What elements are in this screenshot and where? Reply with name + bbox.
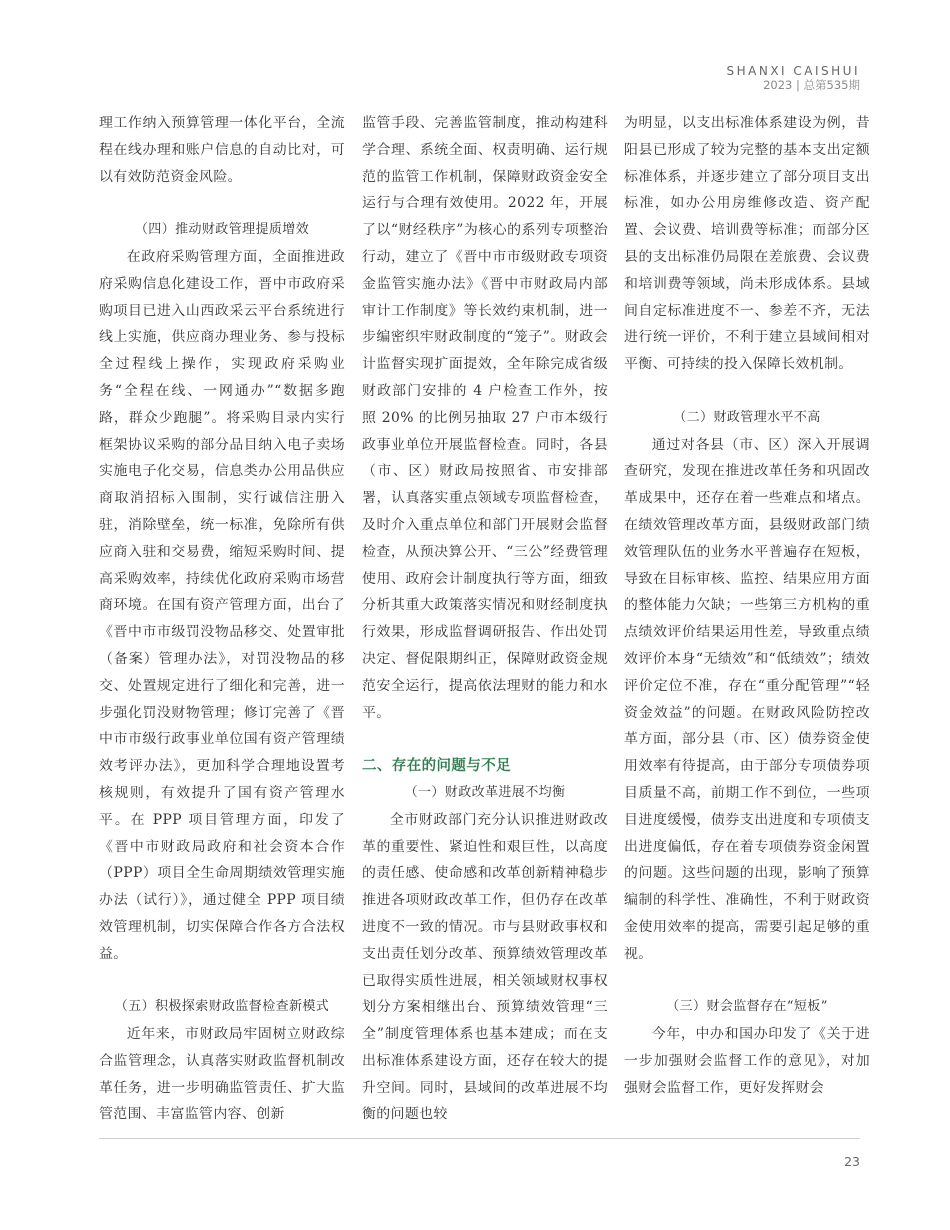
paragraph: 近年来，市财政局牢固树立财政综合监管理念，认真落实财政监督机制改革任务，进一步明确监管责任、扩大监管范围、丰富监管内容、创新 <box>99 1026 345 1123</box>
running-header <box>727 64 861 92</box>
paragraph: 理工作纳入预算管理一体化平台，全流程在线办理和账户信息的自动比对，可以有效防范资金风险。 <box>99 115 345 185</box>
subheading: （一）财政改革进展不均衡 <box>404 784 566 800</box>
column-left <box>99 110 345 1128</box>
paragraph: 通过对各县（市、区）深入开展调查研究，发现在推进改革任务和巩固改革成果中，还存在着一些难点和堵点。在绩效管理改革方面，县级财政部门绩效管理队伍的业务水平普遍存在短板，导致在目标审核、监控、结果应用方面的整体能力欠缺；一些第三方机构的重点绩效评价结果运用性差，导致重点绩效评价本身“无绩效”和“低绩效”；绩效评价定位不准，存在“重分配管理”“轻资金效益”的问题。在财政风险防控改革方面，部分县（市、区）债券资金使用效率有待提高，由于部分专项债券项目质量不高，前期工作不到位，一些项目进度缓慢，债券支出进度和专项债支出进度偏低，存在着专项债券资金闲置的问题。这些问题的出现，影响了预算编制的科学性、准确性，不利于财政资金使用效率的提高，需要引起足够的重视。 <box>624 436 870 962</box>
magazine-brand: SHANXI CAISHUI <box>726 64 860 78</box>
subheading: （五）积极探索财政监督检查新模式 <box>114 999 330 1015</box>
column-middle <box>362 110 608 1128</box>
section-heading: 二、存在的问题与不足 <box>362 758 511 775</box>
subheading: （三）财会监督存在“短板” <box>666 999 828 1015</box>
column-right <box>624 110 870 1101</box>
subheading: （二）财政管理水平不高 <box>673 409 821 425</box>
page-number: 23 <box>844 1154 860 1169</box>
paragraph: 今年，中办和国办印发了《关于进一步加强财会监督工作的意见》，对加强财会监督工作，更好发挥财会 <box>624 1026 870 1096</box>
paragraph: 全市财政部门充分认识推进财政改革的重要性、紧迫性和艰巨性，以高度的责任感、使命感和改革创新精神稳步推进各项财政改革工作，但仍存在改革进度不一致的情况。市与县财政事权和支出责任划分改革、预算绩效管理改革已取得实质性进展，相关领域财权事权划分方案相继出台、预算绩效管理“三全”制度管理体系也基本建成；而在支出标准体系建设方面，还存在较大的提升空间。同时，县域间的改革进展不均衡的问题也较 <box>362 811 608 1123</box>
paragraph: 监管手段、完善监管制度，推动构建科学合理、系统全面、权责明确、运行规范的监管工作机制，保障财政资金安全运行与合理有效使用。2022 年，开展了以“财经秩序”为核心的系列专项整治行动，建立了《晋中市市级财政专项资金监管实施办法》《晋中市财政局内部审计工作制度》等长效约束机制，进一步编密织牢财政制度的“笼子”。财政会计监督实现扩面提效，全年除完成省级财政部门安排的 4 户检查工作外，按照 20% 的比例另抽取 27 户市本级行政事业单位开展监督检查。同时，各县（市、区）财政局按照省、市安排部署，认真落实重点领域专项监督检查，及时介入重点单位和部门开展财会监督检查，从预决算公开、“三公”经费管理使用、政府会计制度执行等方面，细致分析其重大政策落实情况和财经制度执行效果，形成监督调研报告、作出处罚决定、督促限期纠正，保障财政资金规范安全运行，提高依法理财的能力和水平。 <box>362 115 608 721</box>
subheading: （四）推动财政管理提质增效 <box>134 222 310 238</box>
paragraph: 在政府采购管理方面，全面推进政府采购信息化建设工作，晋中市政府采购项目已进入山西政采云平台系统进行线上实施，供应商办理业务、参与投标全过程线上操作，实现政府采购业务“全程在线、一网通办”“数据多跑路，群众少跑腿”。将采购目录内实行框架协议采购的部分品目纳入电子卖场实施电子化交易，信息类办公用品供应商取消招标入围制，实行诚信注册入驻，消除壁垒，统一标准，免除所有供应商入驻和交易费，缩短采购时间、提高采购效率，持续优化政府采购市场营商环境。在国有资产管理方面，出台了《晋中市市级罚没物品移交、处置审批（备案）管理办法》，对罚没物品的移交、处置规定进行了细化和完善，进一步强化罚没财物管理；修订完善了《晋中市市级行政事业单位国有资产管理绩效考评办法》，更加科学合理地设置考核规则，有效提升了国有资产管理水平。在 PPP 项目管理方面，印发了《晋中市财政局政府和社会资本合作（PPP）项目全生命周期绩效管理实施办法（试行）》，通过健全 PPP 项目绩效管理机制，切实保障合作各方合法权益。 <box>99 248 345 962</box>
paragraph: 为明显，以支出标准体系建设为例，昔阳县已形成了较为完整的基本支出定额标准体系，并逐步建立了部分项目支出标准，如办公用房维修改造、资产配置、会议费、培训费等标准；而部分区县的支出标准仍局限在差旅费、会议费和培训费等领域，尚未形成体系。县域间自定标准进度不一、参差不齐，无法进行统一评价，不利于建立县域间相对平衡、可持续的投入保障长效机制。 <box>624 115 870 373</box>
footer-divider <box>99 1138 860 1139</box>
issue-number: 2023 | 总第535期 <box>763 78 860 92</box>
